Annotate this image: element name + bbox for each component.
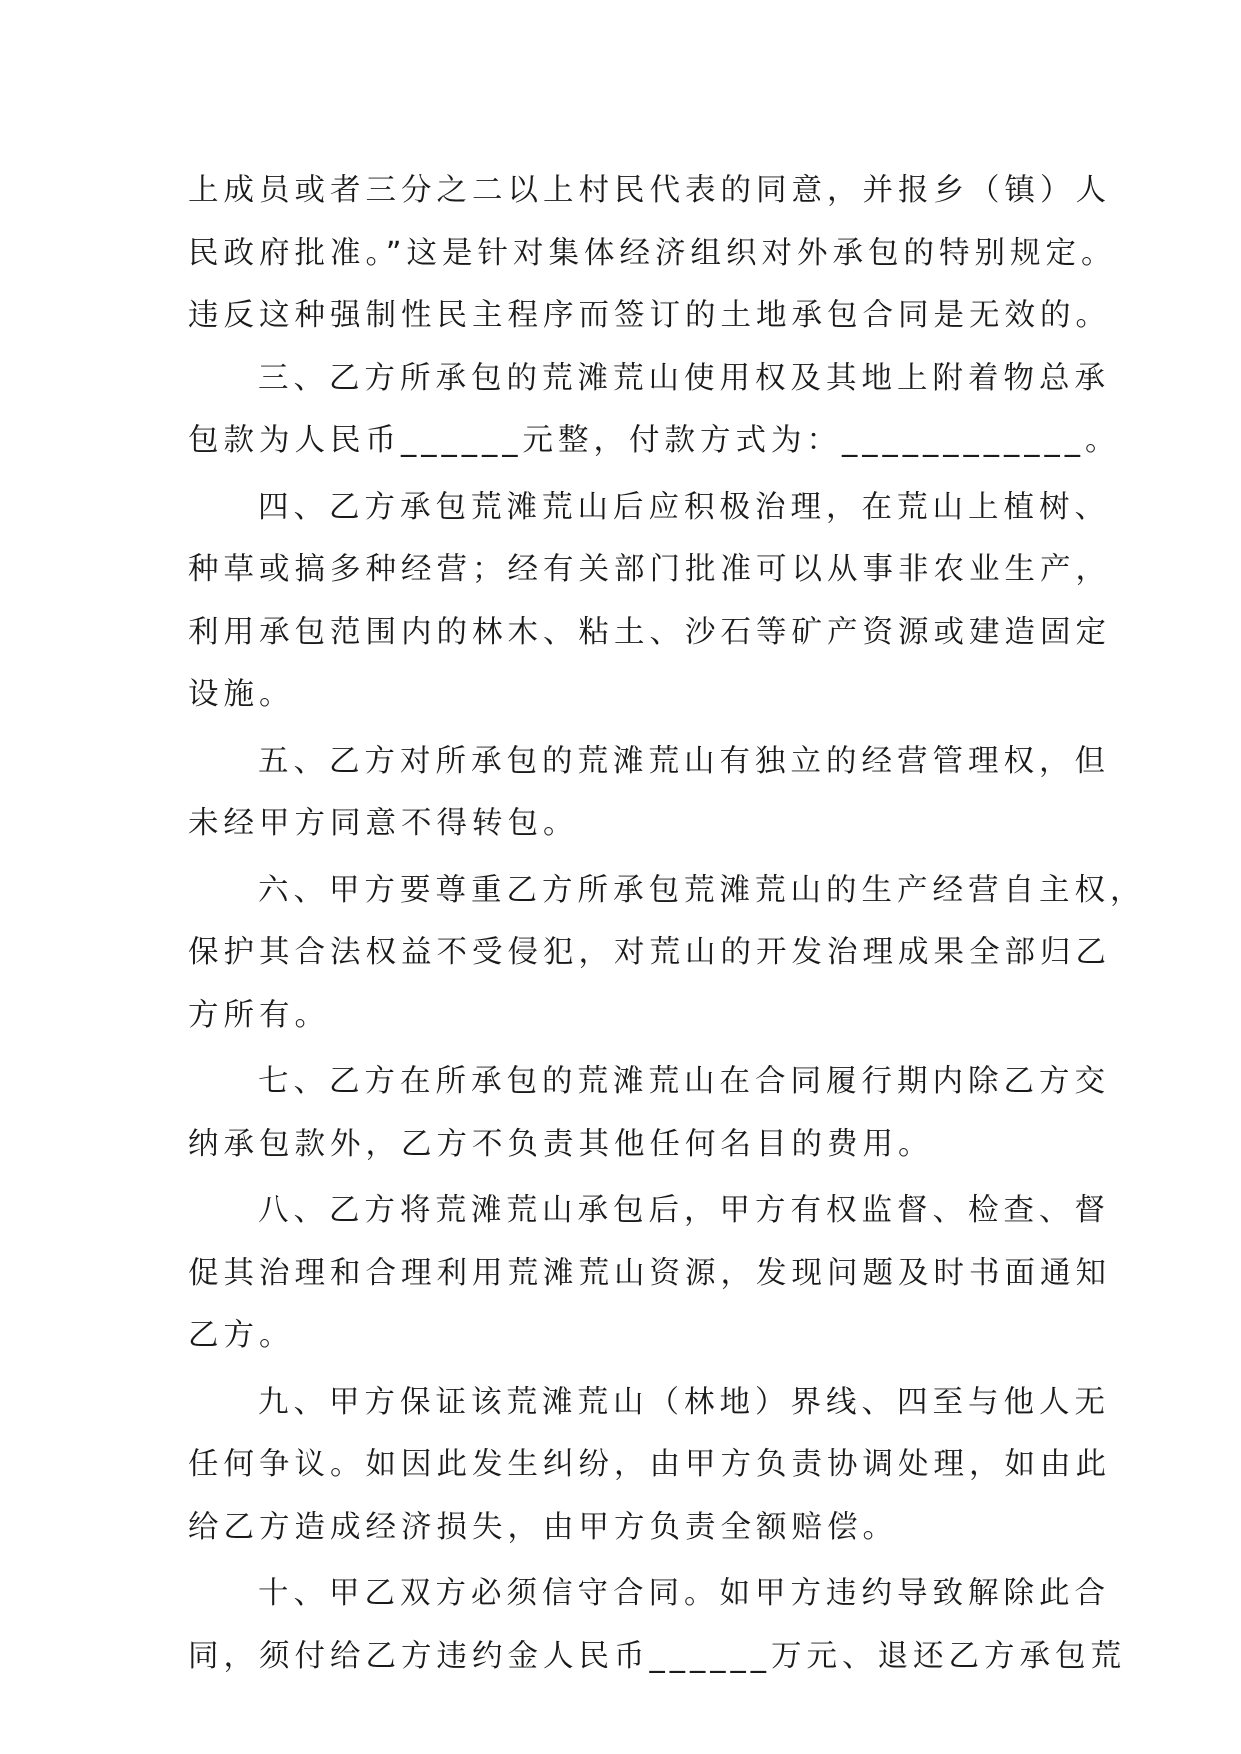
- text-line: 促其治理和合理利用荒滩荒山资源，发现问题及时书面通知: [188, 1255, 1111, 1291]
- document-page: [188, 160, 1146, 1688]
- text-line: 任何争议。如因此发生纠纷，由甲方负责协调处理，如由此: [188, 1447, 1111, 1482]
- clause-5-line: 五、乙方对所承包的荒滩荒山有独立的经营管理权，但: [258, 743, 1110, 779]
- text-line: 包款为人民币______元整，付款方式为：____________。: [188, 423, 1121, 458]
- text-line: 同，须付给乙方违约金人民币______万元、退还乙方承包荒: [188, 1638, 1126, 1674]
- text-line: 设施。: [188, 677, 295, 712]
- clause-10-line: 十、甲乙双方必须信守合同。如甲方违约导致解除此合: [258, 1576, 1110, 1611]
- clause-8-line: 八、乙方将荒滩荒山承包后，甲方有权监督、检查、督: [258, 1193, 1110, 1228]
- text-line: 给乙方造成经济损失，由甲方负责全额赔偿。: [188, 1509, 898, 1545]
- clause-7-line: 七、乙方在所承包的荒滩荒山在合同履行期内除乙方交: [258, 1064, 1110, 1099]
- text-line: 违反这种强制性民主程序而签订的土地承包合同是无效的。: [188, 298, 1111, 333]
- text-line: 上成员或者三分之二以上村民代表的同意，并报乡（镇）人: [188, 173, 1111, 208]
- text-line: 利用承包范围内的林木、粘土、沙石等矿产资源或建造固定: [188, 614, 1111, 650]
- clause-4-line: 四、乙方承包荒滩荒山后应积极治理，在荒山上植树、: [258, 489, 1110, 525]
- text-line: 保护其合法权益不受侵犯，对荒山的开发治理成果全部归乙: [188, 935, 1111, 970]
- clause-3-line: 三、乙方所承包的荒滩荒山使用权及其地上附着物总承: [258, 360, 1110, 396]
- text-line: 民政府批准。”这是针对集体经济组织对外承包的特别规定。: [188, 235, 1117, 271]
- text-line: 纳承包款外，乙方不负责其他任何名目的费用。: [188, 1126, 934, 1162]
- text-line: 种草或搞多种经营；经有关部门批准可以从事非农业生产，: [188, 552, 1111, 587]
- text-line: 未经甲方同意不得转包。: [188, 806, 579, 841]
- text-line: 乙方。: [188, 1318, 295, 1353]
- text-line: 方所有。: [188, 997, 330, 1033]
- clause-9-line: 九、甲方保证该荒滩荒山（林地）界线、四至与他人无: [258, 1384, 1110, 1420]
- clause-6-line: 六、甲方要尊重乙方所承包荒滩荒山的生产经营自主权，: [258, 872, 1146, 908]
